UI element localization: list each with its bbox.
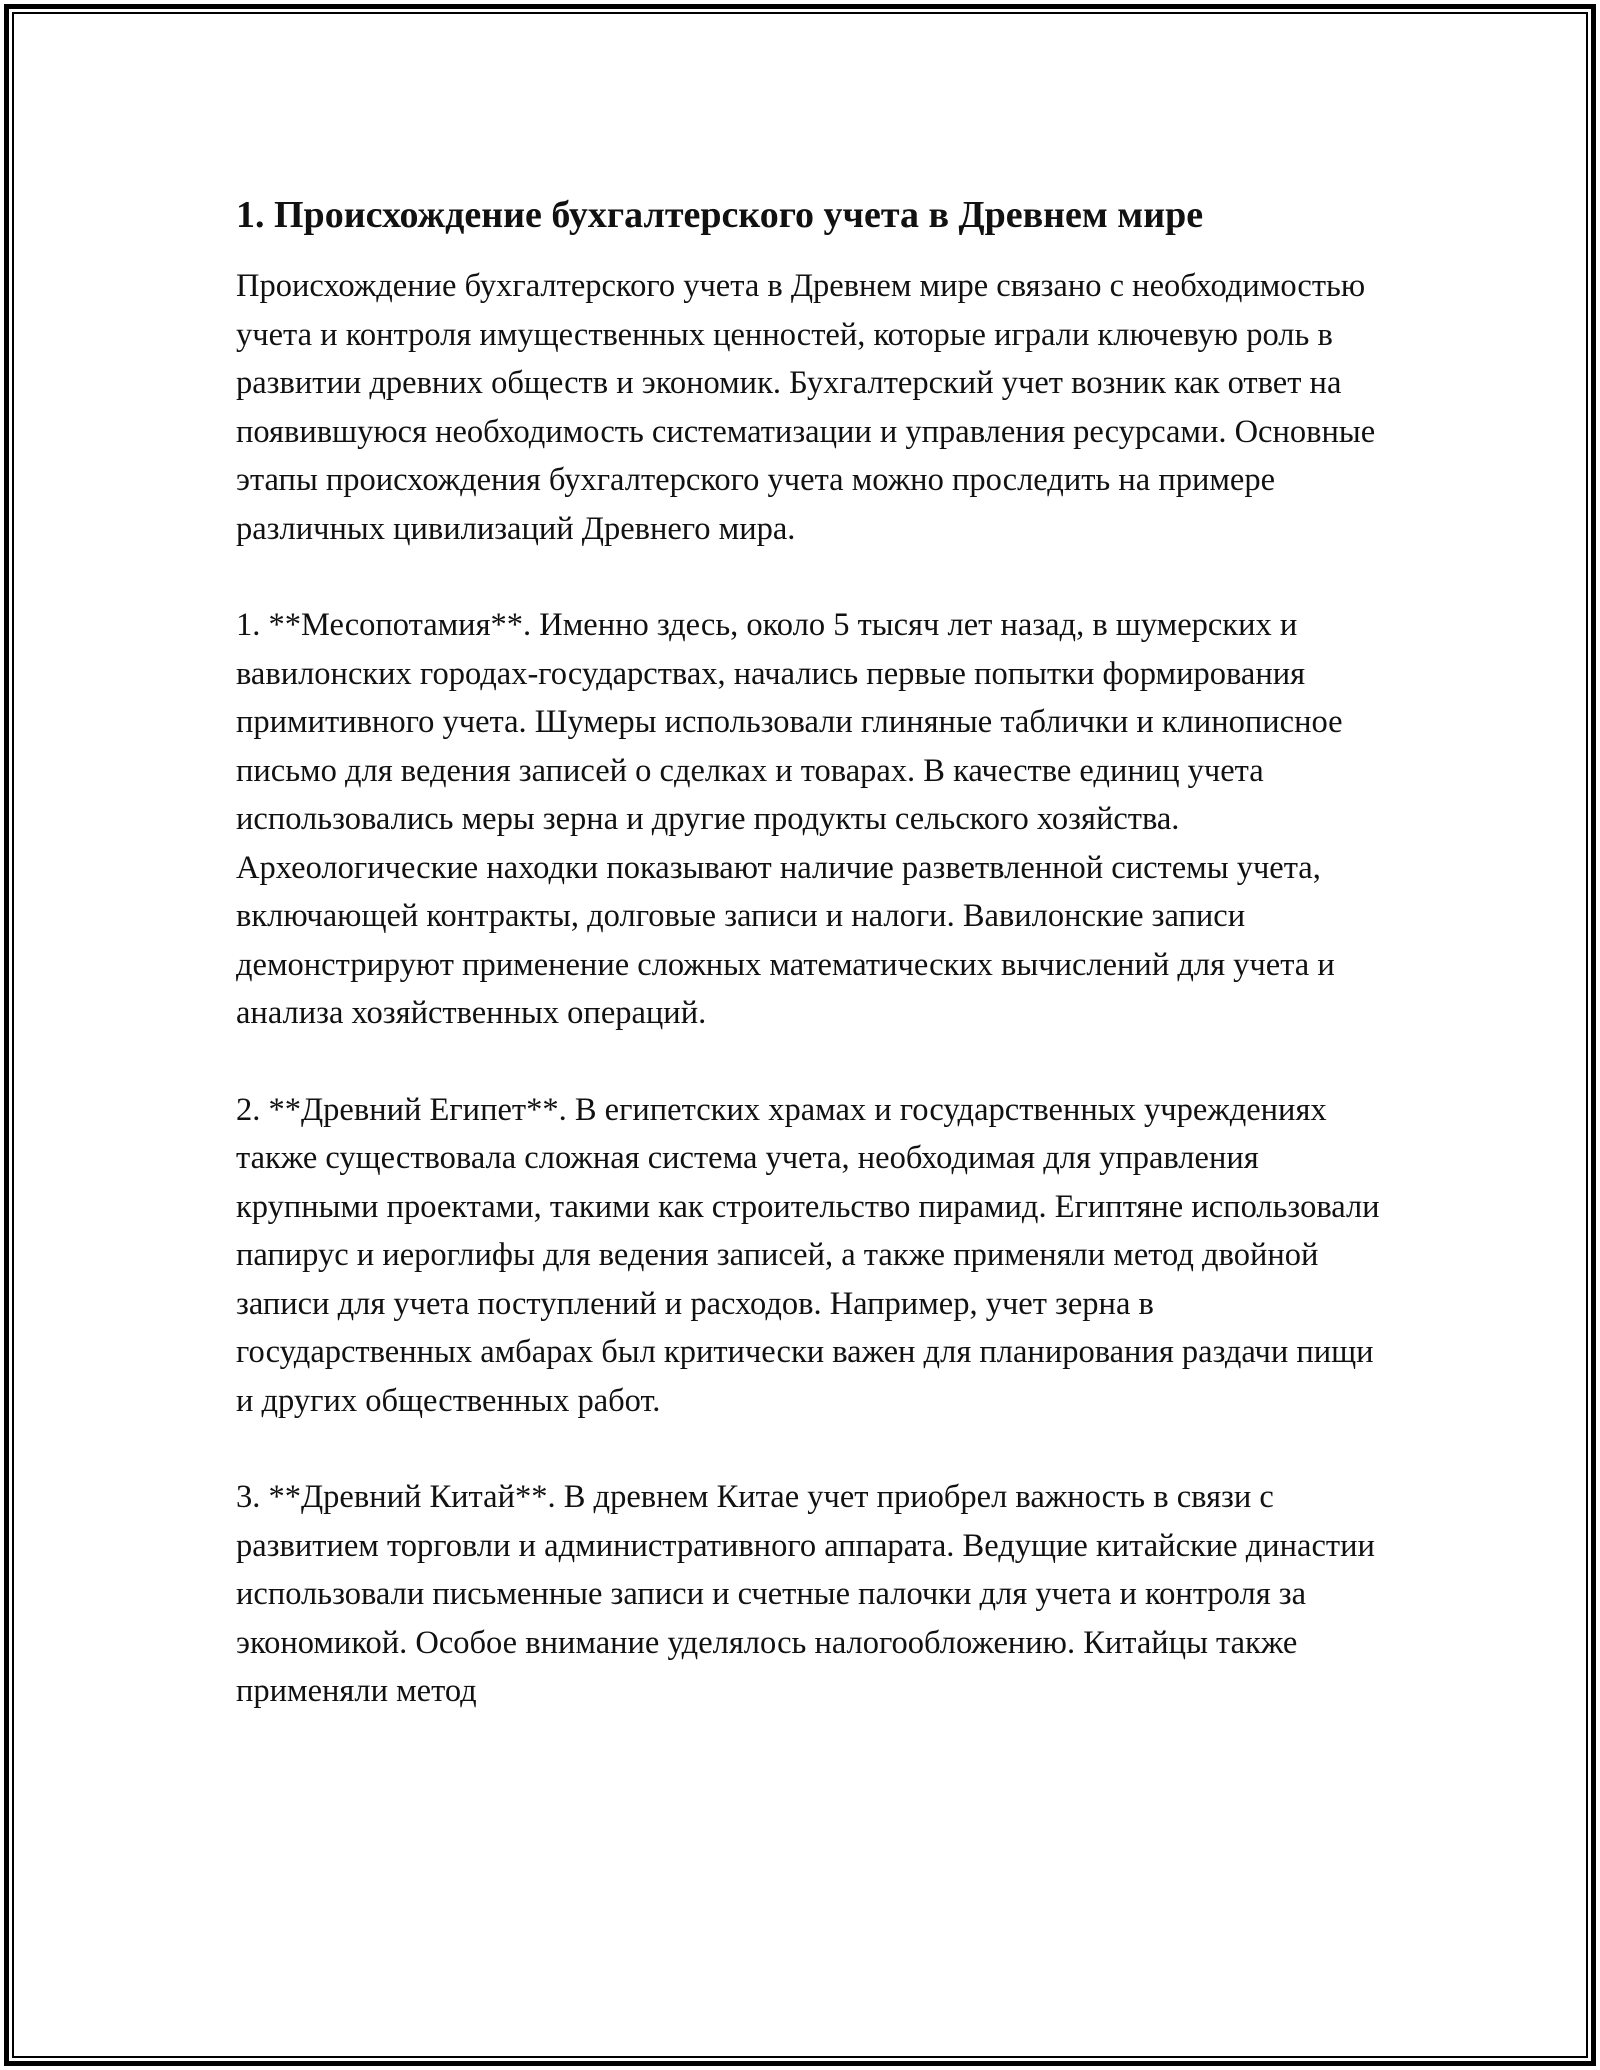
document-page	[236, 186, 1396, 1716]
paragraph-egypt: 2. **Древний Египет**. В египетских храмах и государственных учреждениях также существовала сложная система учета, необходимая для управления крупными проектами, такими как строительство пирамид. Египтяне использовали папирус и иероглифы для ведения записей, а также применяли метод двойной записи для учета поступлений и расходов. Например, учет зерна в государственных амбарах был критически важен для планирования раздачи пищи и других общественных работ.	[236, 1091, 1380, 1419]
section-title: 1. Происхождение бухгалтерского учета в Древнем мире	[236, 194, 1204, 236]
paragraph-mesopotamia: 1. **Месопотамия**. Именно здесь, около 5 тысяч лет назад, в шумерских и вавилонских городах-государствах, начались первые попытки формирования примитивного учета. Шумеры использовали глиняные таблички и клинописное письмо для ведения записей о сделках и товарах. В качестве единиц учета использовались меры зерна и другие продукты сельского хозяйства. Археологические находки показывают наличие разветвленной системы учета, включающей контракты, долговые записи и налоги. Вавилонские записи демонстрируют применение сложных математических вычислений для учета и анализа хозяйственных операций.	[236, 607, 1343, 1031]
paragraph-intro: Происхождение бухгалтерского учета в Древнем мире связано с необходимостью учета и контроля имущественных ценностей, которые играли ключевую роль в развитии древних обществ и экономик. Бухгалтерский учет возник как ответ на появившуюся необходимость систематизации и управления ресурсами. Основные этапы происхождения бухгалтерского учета можно проследить на примере различных цивилизаций Древнего мира.	[236, 268, 1376, 547]
paragraph-china: 3. **Древний Китай**. В древнем Китае учет приобрел важность в связи с развитием торговли и административного аппарата. Ведущие китайские династии использовали письменные записи и счетные палочки для учета и контроля за экономикой. Особое внимание уделялось налогообложению. Китайцы также применяли метод	[236, 1479, 1375, 1709]
